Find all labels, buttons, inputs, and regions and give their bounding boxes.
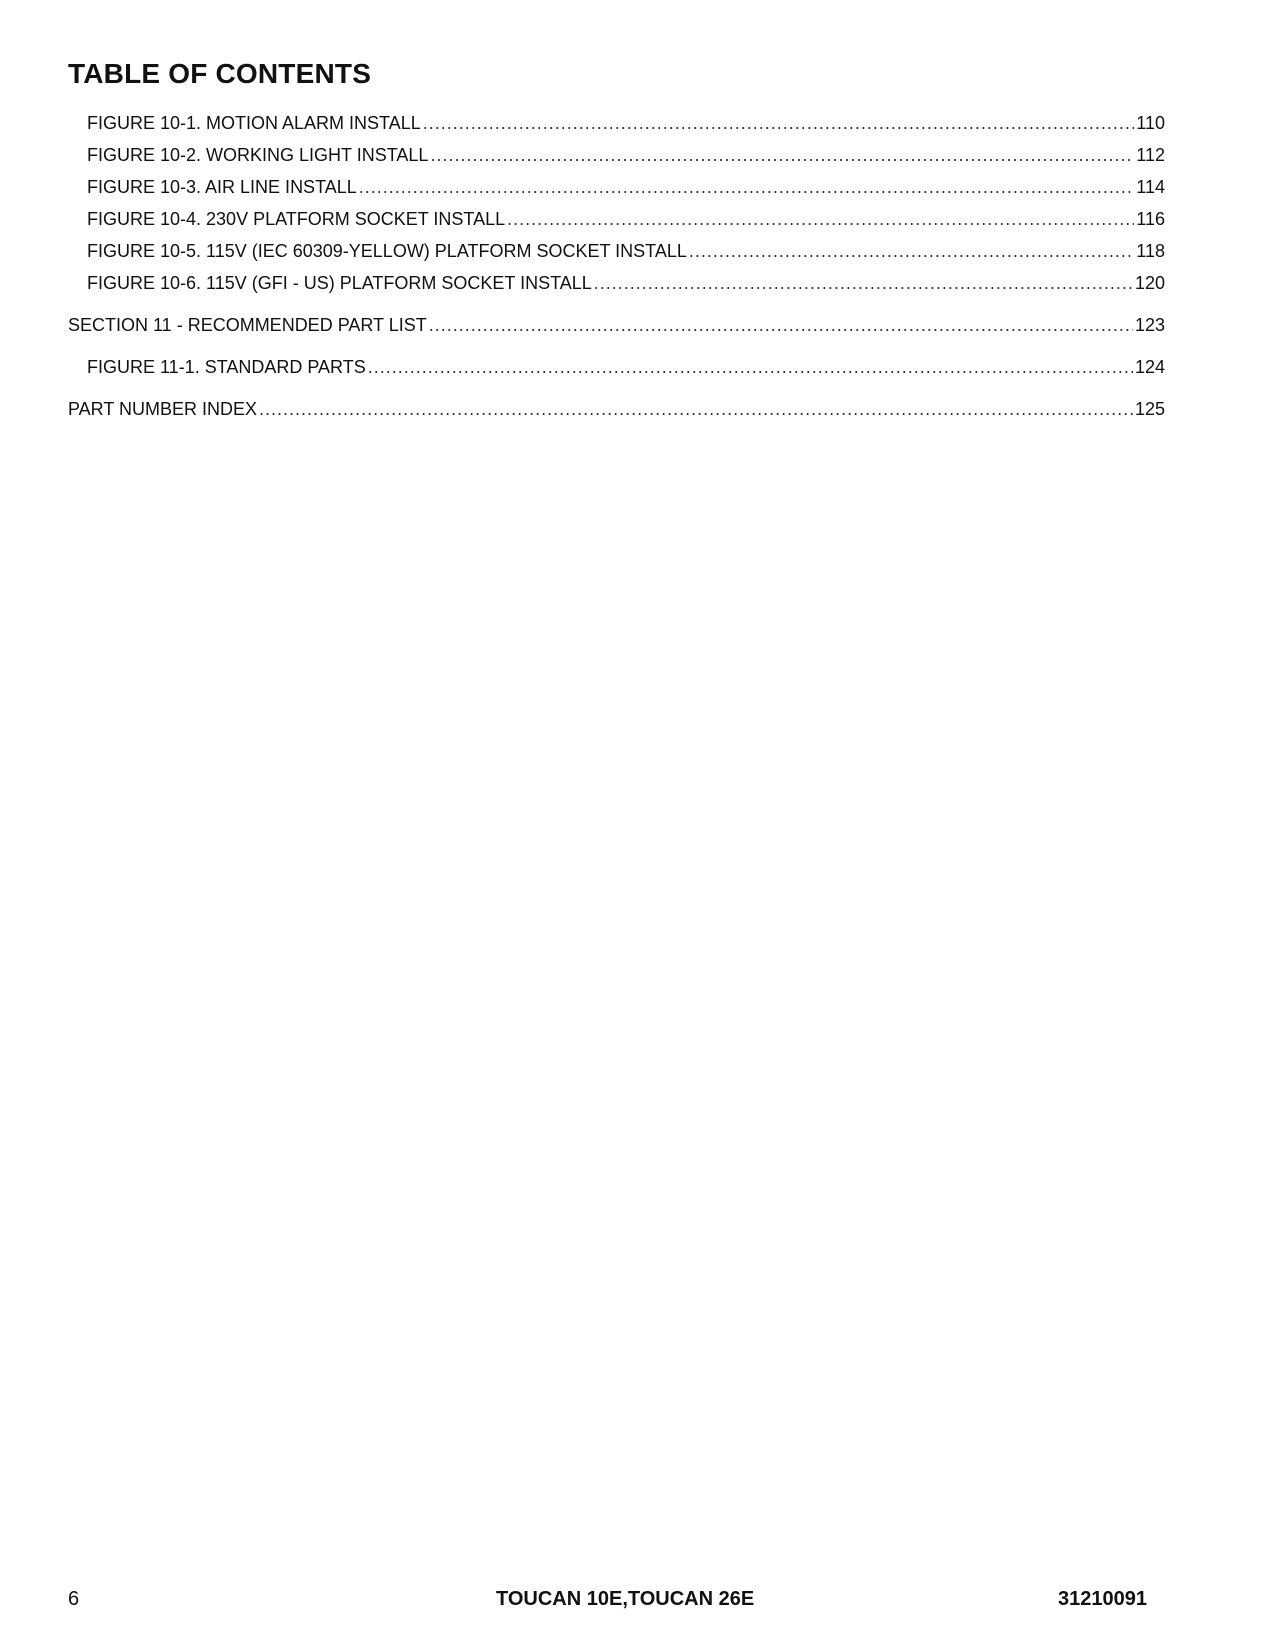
dot-leader: [368, 356, 1133, 378]
dot-leader: [430, 144, 1134, 166]
dot-leader: [507, 208, 1134, 230]
toc-entry[interactable]: [68, 144, 1165, 176]
toc-entry-label: FIGURE 10-1. MOTION ALARM INSTALL: [87, 113, 421, 133]
toc-entry-page: 118: [1136, 241, 1165, 261]
toc-section-entry[interactable]: [68, 314, 1165, 346]
toc-entry[interactable]: [68, 176, 1165, 208]
toc-entry-page: 114: [1136, 177, 1165, 197]
toc-entry-page: 123: [1134, 315, 1165, 335]
toc-entry[interactable]: [68, 356, 1165, 388]
toc-entry-page: 116: [1136, 209, 1165, 229]
toc-entry-label: SECTION 11 - RECOMMENDED PART LIST: [68, 315, 427, 335]
toc-entry-label: FIGURE 11-1. STANDARD PARTS: [87, 357, 366, 377]
footer-product-title: TOUCAN 10E,TOUCAN 26E: [496, 1588, 755, 1610]
footer-doc-number: 31210091: [1058, 1588, 1147, 1610]
toc-entry[interactable]: [68, 240, 1165, 272]
toc-entry-page: 120: [1134, 273, 1165, 293]
dot-leader: [359, 176, 1135, 198]
toc-entry-page: 125: [1134, 399, 1165, 419]
toc-entry[interactable]: [68, 272, 1165, 304]
toc-entry[interactable]: [68, 208, 1165, 240]
dot-leader: [689, 240, 1134, 262]
page-footer: [0, 1588, 1275, 1616]
toc-entry-page: 112: [1136, 145, 1165, 165]
page-title: TABLE OF CONTENTS: [68, 58, 372, 89]
dot-leader: [259, 398, 1133, 420]
toc-entry-label: FIGURE 10-2. WORKING LIGHT INSTALL: [87, 145, 429, 165]
toc-entry-label: FIGURE 10-3. AIR LINE INSTALL: [87, 177, 357, 197]
dot-leader: [423, 112, 1135, 134]
toc-entry[interactable]: [68, 112, 1165, 144]
toc-entry-label: FIGURE 10-5. 115V (IEC 60309-YELLOW) PLATFORM SOCKET INSTALL: [87, 241, 687, 261]
toc-entry-label: PART NUMBER INDEX: [68, 399, 258, 419]
footer-page-number: 6: [68, 1588, 80, 1610]
table-of-contents: [68, 112, 1165, 430]
dot-leader: [429, 314, 1133, 336]
toc-entry-label: FIGURE 10-4. 230V PLATFORM SOCKET INSTALL: [87, 209, 506, 229]
toc-entry-page: 110: [1136, 113, 1165, 133]
dot-leader: [594, 272, 1133, 294]
toc-section-entry[interactable]: [68, 398, 1165, 430]
toc-entry-page: 124: [1134, 357, 1165, 377]
toc-entry-label: FIGURE 10-6. 115V (GFI - US) PLATFORM SOCKET INSTALL: [87, 273, 592, 293]
